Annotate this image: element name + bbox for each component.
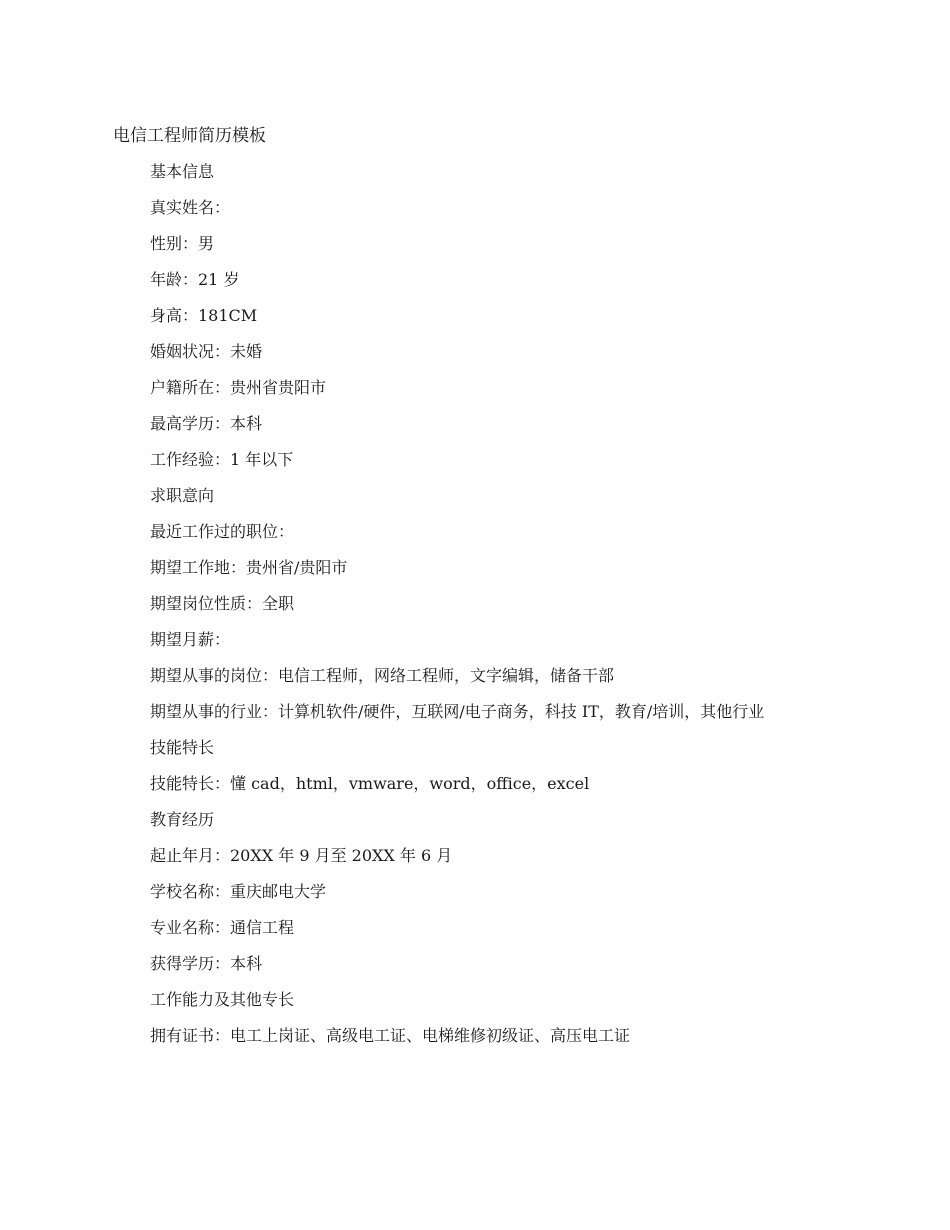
section-heading-education: 教育经历 (150, 810, 215, 829)
section-heading-job-intention: 求职意向 (150, 486, 215, 505)
field-real-name: 真实姓名： (150, 198, 231, 217)
section-heading-skills: 技能特长 (150, 738, 215, 757)
field-expected-salary: 期望月薪： (150, 630, 231, 649)
field-recent-position: 最近工作过的职位： (150, 522, 295, 541)
field-study-period: 起止年月：20XX 年 9 月至 20XX 年 6 月 (150, 846, 453, 865)
field-marital-status: 婚姻状况：未婚 (150, 342, 263, 361)
field-school-name: 学校名称：重庆邮电大学 (150, 882, 327, 901)
field-gender: 性别：男 (150, 234, 215, 253)
field-work-experience: 工作经验：1 年以下 (150, 450, 294, 469)
field-expected-location: 期望工作地：贵州省/贵阳市 (150, 558, 348, 577)
field-expected-industries: 期望从事的行业：计算机软件/硬件，互联网/电子商务，科技 IT，教育/培训，其他行业 (150, 702, 765, 721)
section-heading-basic-info: 基本信息 (150, 162, 215, 181)
field-expected-positions: 期望从事的岗位：电信工程师，网络工程师，文字编辑，储备干部 (150, 666, 615, 685)
document-body (113, 160, 840, 1060)
document-title: 电信工程师简历模板 (113, 126, 266, 146)
field-skills: 技能特长：懂 cad，html，vmware，word，office，excel (150, 774, 590, 793)
field-age: 年龄：21 岁 (150, 270, 240, 289)
section-heading-abilities: 工作能力及其他专长 (150, 990, 295, 1009)
field-major: 专业名称：通信工程 (150, 918, 295, 937)
field-certificates: 拥有证书：电工上岗证、高级电工证、电梯维修初级证、高压电工证 (150, 1026, 631, 1045)
field-height: 身高：181CM (150, 306, 258, 325)
field-expected-job-type: 期望岗位性质：全职 (150, 594, 295, 613)
field-degree: 获得学历：本科 (150, 954, 263, 973)
field-highest-education: 最高学历：本科 (150, 414, 263, 433)
field-household-registration: 户籍所在：贵州省贵阳市 (150, 378, 327, 397)
